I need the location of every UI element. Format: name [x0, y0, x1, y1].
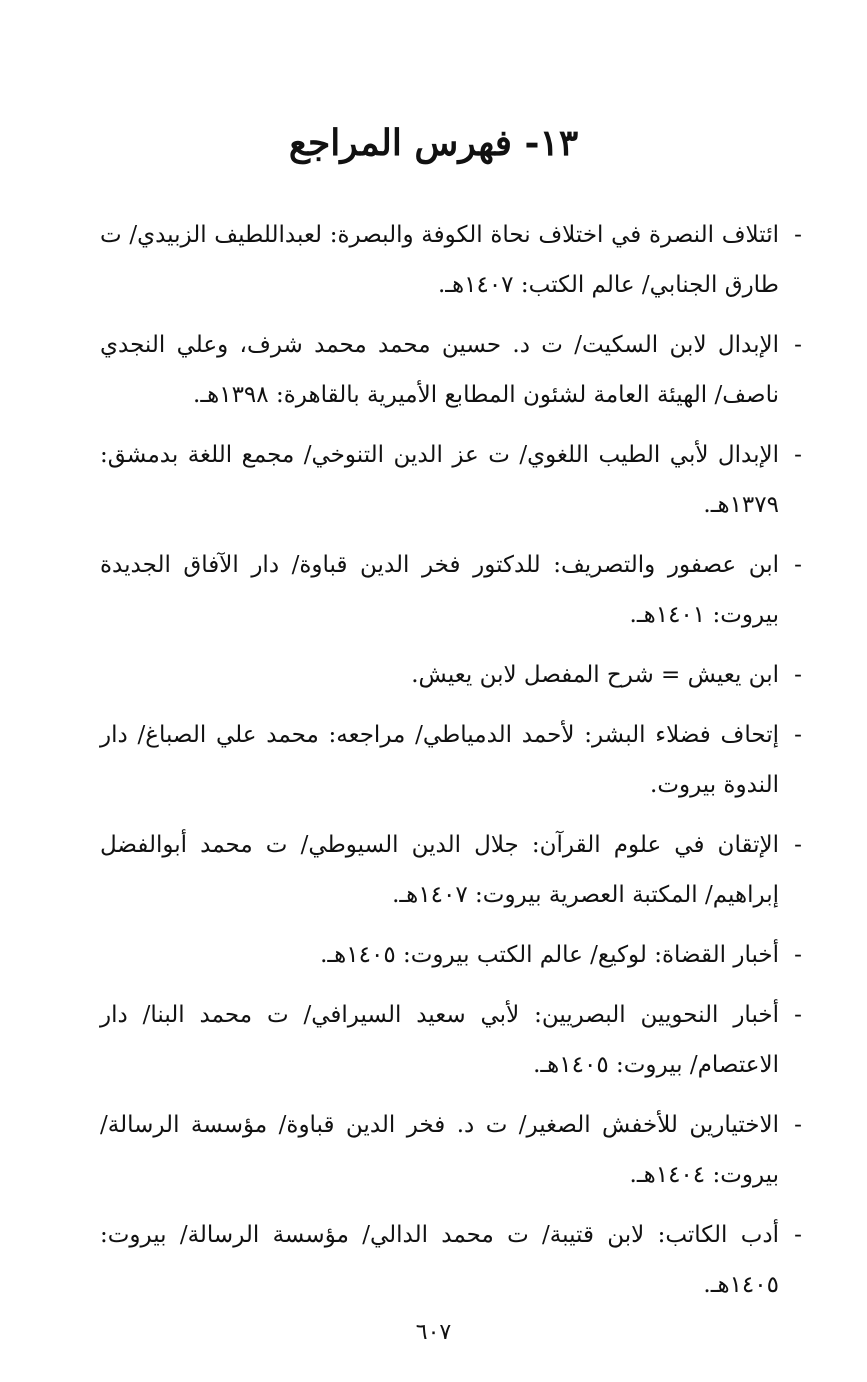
reference-entry — [100, 320, 809, 420]
entry-dash: - — [794, 1112, 802, 1138]
reference-entry — [100, 540, 809, 640]
reference-entry — [100, 1100, 809, 1200]
entry-text: الاختيارين للأخفش الصغير/ ت د. فخر الدين قباوة/ مؤسسة الرسالة/ بيروت: ١٤٠٤هـ. — [100, 1112, 779, 1188]
entry-dash: - — [794, 332, 802, 358]
entry-text: ابن يعيش = شرح المفصل لابن يعيش. — [411, 662, 779, 688]
entry-text: ائتلاف النصرة في اختلاف نحاة الكوفة والبصرة: لعبداللطيف الزبيدي/ ت طارق الجنابي/ عالم الكتب: ١٤٠٧هـ. — [100, 222, 779, 298]
reference-entry — [100, 1210, 809, 1310]
reference-entry — [100, 710, 809, 810]
entry-dash: - — [794, 832, 802, 858]
entry-text: الإتقان في علوم القرآن: جلال الدين السيوطي/ ت محمد أبوالفضل إبراهيم/ المكتبة العصرية بيروت: ١٤٠٧هـ. — [100, 832, 779, 908]
reference-entry — [100, 990, 809, 1090]
reference-entry — [100, 930, 809, 980]
entry-dash: - — [794, 1222, 802, 1248]
entry-dash: - — [794, 662, 802, 688]
entry-text: إتحاف فضلاء البشر: لأحمد الدمياطي/ مراجعه: محمد علي الصباغ/ دار الندوة بيروت. — [100, 722, 779, 798]
reference-entry — [100, 430, 809, 530]
entry-dash: - — [794, 222, 802, 248]
reference-entry — [100, 820, 809, 920]
reference-entry — [100, 210, 809, 310]
entry-dash: - — [794, 1002, 802, 1028]
page-title: ١٣- فهرس المراجع — [288, 122, 579, 164]
entry-dash: - — [794, 942, 802, 968]
entry-text: الإبدال لابن السكيت/ ت د. حسين محمد محمد شرف، وعلي النجدي ناصف/ الهيئة العامة لشئون المطابع الأميرية بالقاهرة: ١٣٩٨هـ. — [100, 332, 779, 408]
entry-dash: - — [794, 722, 802, 748]
entry-text: ابن عصفور والتصريف: للدكتور فخر الدين قباوة/ دار الآفاق الجديدة بيروت: ١٤٠١هـ. — [100, 552, 779, 628]
entry-text: الإبدال لأبي الطيب اللغوي/ ت عز الدين التنوخي/ مجمع اللغة بدمشق: ١٣٧٩هـ. — [100, 442, 779, 518]
entry-dash: - — [794, 552, 802, 578]
entry-text: أخبار القضاة: لوكيع/ عالم الكتب بيروت: ١٤٠٥هـ. — [320, 942, 779, 968]
reference-entry — [100, 650, 809, 700]
entry-text: أدب الكاتب: لابن قتيبة/ ت محمد الدالي/ مؤسسة الرسالة/ بيروت: ١٤٠٥هـ. — [100, 1222, 779, 1298]
references-list — [100, 210, 809, 1320]
entry-dash: - — [794, 442, 802, 468]
entry-text: أخبار النحويين البصريين: لأبي سعيد السيرافي/ ت محمد البنا/ دار الاعتصام/ بيروت: ١٤٠٥هـ. — [100, 1002, 779, 1078]
page-number: ٦٠٧ — [415, 1320, 452, 1345]
